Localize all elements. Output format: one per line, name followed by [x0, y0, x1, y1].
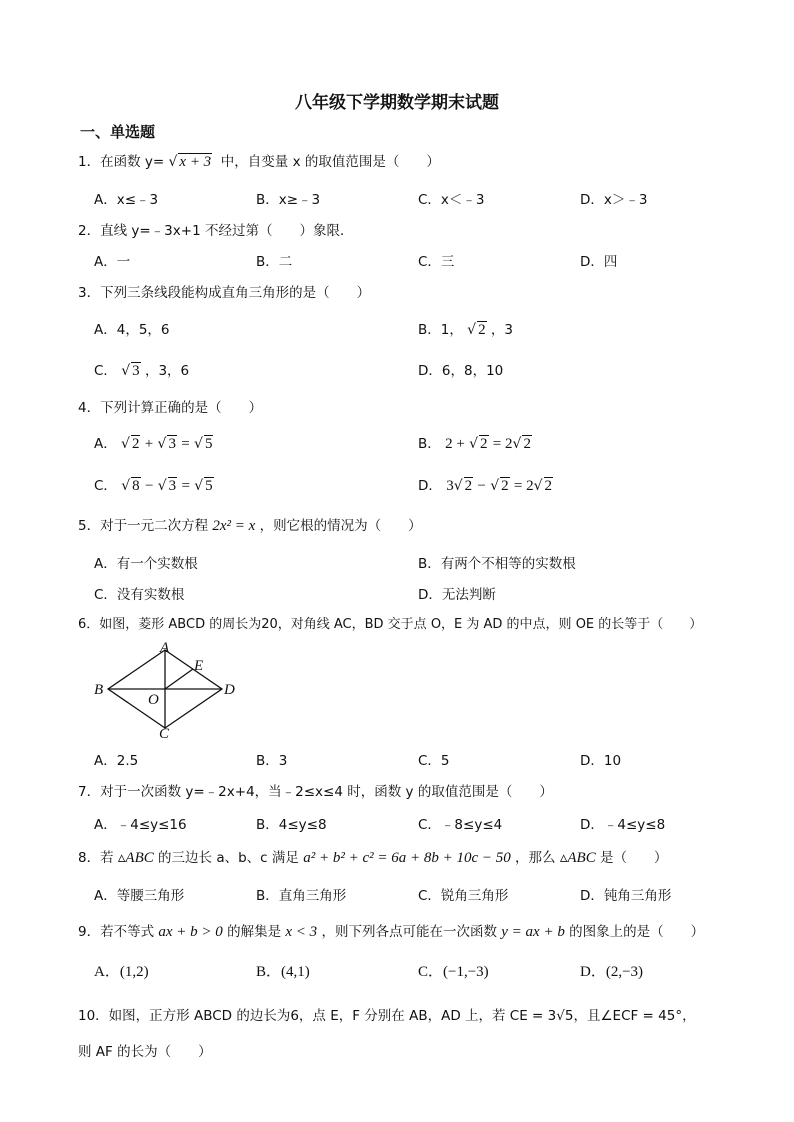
question-10-line-1: 10．如图，正方形 ABCD 的边长为6，点 E，F 分别在 AB，AD 上，若 CE = 3√5，且∠ECF = 45°， [78, 1008, 696, 1024]
q1-option-b[interactable]: B．x≥﹣3 [256, 192, 321, 208]
label-b: B [94, 682, 104, 698]
q3-optc-pre: C． [94, 363, 117, 379]
q8-equation: a² + b² + c² = 6a + 8b + 10c − 50 [303, 850, 511, 866]
q9-stem-b: 的解集是 [227, 924, 282, 940]
q6-option-c[interactable]: C．5 [418, 753, 450, 769]
q1-radicand: x + 3 [179, 154, 212, 170]
sqrt-symbol: √ [490, 478, 500, 494]
q4-opta-radicand-2: 3 [168, 436, 176, 452]
q9-stem-c: ，则下列各点可能在一次函数 [321, 924, 497, 940]
label-c: C [159, 726, 170, 740]
q5-stem-a: 5．对于一元二次方程 [78, 518, 209, 534]
sqrt-symbol: √ [533, 478, 543, 494]
question-1-stem [78, 150, 440, 171]
q3-optc-radicand: 3 [132, 363, 140, 379]
q6-option-d[interactable]: D．10 [580, 753, 622, 769]
q4-optd-coef: 3 [446, 478, 454, 494]
q2-option-c[interactable]: C．三 [418, 254, 455, 270]
q4-optd-radicand-2: 2 [501, 478, 509, 494]
segment-oe [165, 669, 193, 689]
q2-option-a[interactable]: A．一 [94, 254, 131, 270]
q6-option-a[interactable]: A．2.5 [94, 753, 139, 769]
sqrt-symbol: √ [467, 322, 477, 338]
q7-option-b[interactable]: B．4≤y≤8 [256, 817, 327, 833]
q9-option-a[interactable]: A．(1,2) [94, 964, 149, 980]
q9-option-d[interactable]: D．(2,−3) [580, 964, 644, 980]
q5-option-b[interactable]: B．有两个不相等的实数根 [418, 556, 576, 572]
q4-optd-radicand-3: 2 [544, 478, 553, 494]
q4-optd-label: D． [418, 478, 442, 494]
q9-stem-d: 的图象上的是（ ） [569, 924, 705, 940]
q5-option-a[interactable]: A．有一个实数根 [94, 556, 198, 572]
q7-option-c[interactable]: C．﹣8≤y≤4 [418, 817, 503, 833]
q9-option-c[interactable]: C．(−1,−3) [418, 964, 489, 980]
q9-solution: x < 3 [285, 924, 318, 940]
q4-option-c[interactable] [94, 474, 214, 495]
sqrt-symbol: √ [453, 478, 463, 494]
q7-option-d[interactable]: D．﹣4≤y≤8 [580, 817, 666, 833]
q3-option-b[interactable] [418, 318, 513, 339]
q3-optc-post: ，3，6 [144, 363, 190, 379]
q4-optd-op: − [477, 478, 486, 494]
q4-opta-eq: = [181, 436, 190, 452]
q2-option-b[interactable]: B．二 [256, 254, 293, 270]
q3-optb-pre: B．1， [418, 322, 463, 338]
label-d: D [224, 682, 235, 698]
q4-optc-op: − [144, 478, 154, 494]
sqrt-symbol: √ [157, 436, 167, 452]
q4-optc-eq: = [181, 478, 190, 494]
sqrt-symbol: √ [194, 436, 203, 452]
q8-option-c[interactable]: C．锐角三角形 [418, 888, 509, 904]
sqrt-symbol: √ [157, 478, 167, 494]
sqrt-symbol: √ [168, 154, 178, 170]
q9-inequality: ax + b > 0 [158, 924, 223, 940]
page-title: 八年级下学期数学期末试题 [295, 93, 499, 113]
q8-stem-b: 的三边长 a、b、c 满足 [158, 850, 299, 866]
question-4-stem: 4．下列计算正确的是（ ） [78, 400, 263, 416]
sqrt-symbol: √ [512, 436, 522, 452]
q4-optb-eq: = 2 [492, 436, 513, 452]
q9-stem-a: 9．若不等式 [78, 924, 155, 940]
q5-option-c[interactable]: C．没有实数根 [94, 587, 185, 603]
q6-option-b[interactable]: B．3 [256, 753, 288, 769]
q4-opta-radicand-1: 2 [131, 436, 140, 452]
label-e: E [194, 658, 204, 674]
q4-opta-label: A． [94, 436, 117, 452]
q3-optb-post: ，3 [490, 322, 513, 338]
q9-function: y = ax + b [501, 924, 565, 940]
label-o: O [148, 692, 159, 708]
question-7-stem: 7．对于一次函数 y=﹣2x+4，当﹣2≤x≤4 时，函数 y 的取值范围是（ ） [78, 784, 553, 800]
q5-stem-b: ，则它根的情况为（ ） [259, 518, 422, 534]
q4-optc-radicand-3: 5 [205, 478, 213, 494]
question-9-stem [78, 920, 704, 941]
question-10-line-2: 则 AF 的长为（ ） [78, 1044, 212, 1060]
q4-optb-radicand-1: 2 [480, 436, 488, 452]
q1-stem-b: 中，自变量 x 的取值范围是（ ） [220, 154, 440, 170]
q4-option-a[interactable] [94, 432, 213, 453]
q5-equation: 2x² = x [212, 518, 256, 534]
question-6-stem: 6．如图，菱形 ABCD 的周长为20，对角线 AC，BD 交于点 O，E 为 AD 的中点，则 OE 的长等于（ ） [78, 617, 703, 632]
q4-optd-radicand-1: 2 [464, 478, 473, 494]
section-heading: 一、单选题 [80, 123, 156, 141]
q1-option-a[interactable]: A．x≤﹣3 [94, 192, 159, 208]
question-5-stem [78, 514, 422, 535]
sqrt-symbol: √ [121, 478, 131, 494]
q4-opta-op: + [144, 436, 154, 452]
q1-option-c[interactable]: C．x＜﹣3 [418, 192, 485, 208]
q4-option-d[interactable] [418, 474, 553, 495]
q4-optc-radicand-2: 3 [168, 478, 177, 494]
q4-optc-radicand-1: 8 [132, 478, 140, 494]
q4-option-b[interactable] [418, 432, 532, 453]
q5-option-d[interactable]: D．无法判断 [418, 587, 496, 603]
question-2-stem: 2．直线 y=﹣3x+1 不经过第（ ）象限． [78, 223, 354, 239]
q4-optb-term-1: 2 + [445, 436, 465, 452]
q8-stem-c: ，那么 [515, 850, 556, 866]
q3-optb-radicand: 2 [478, 322, 486, 338]
q7-option-a[interactable]: A．﹣4≤y≤16 [94, 817, 187, 833]
q3-option-c[interactable] [94, 359, 189, 380]
sqrt-symbol: √ [194, 478, 204, 494]
sqrt-symbol: √ [121, 363, 131, 379]
sqrt-symbol: √ [121, 436, 130, 452]
q3-option-d[interactable]: D．6，8，10 [418, 363, 504, 379]
q1-stem-a: 1．在函数 y= [78, 154, 165, 170]
sqrt-symbol: √ [469, 436, 478, 452]
q8-stem-a: 8．若 [78, 850, 114, 866]
q8-stem-d: 是（ ） [600, 850, 668, 866]
label-a: A [160, 640, 170, 656]
q8-option-d[interactable]: D．钝角三角形 [580, 888, 672, 904]
question-8-stem [78, 846, 668, 867]
q8-triangle-2: ▵ABC [559, 850, 596, 866]
q4-optc-label: C． [94, 478, 117, 494]
q8-triangle-1: ▵ABC [117, 850, 154, 866]
q4-opta-radicand-3: 5 [204, 436, 213, 452]
question-3-stem: 3．下列三条线段能构成直角三角形的是（ ） [78, 285, 371, 301]
q2-option-d[interactable]: D．四 [580, 254, 618, 270]
q8-option-b[interactable]: B．直角三角形 [256, 888, 347, 904]
rhombus-figure [90, 638, 240, 740]
q8-option-a[interactable]: A．等腰三角形 [94, 888, 185, 904]
q4-optd-eq: = 2 [513, 478, 534, 494]
q3-option-a[interactable]: A．4，5，6 [94, 322, 170, 338]
q1-option-d[interactable]: D．x＞﹣3 [580, 192, 648, 208]
q4-optb-radicand-2: 2 [523, 436, 531, 452]
q4-optb-label: B． [418, 436, 441, 452]
q9-option-b[interactable]: B．(4,1) [256, 964, 310, 980]
